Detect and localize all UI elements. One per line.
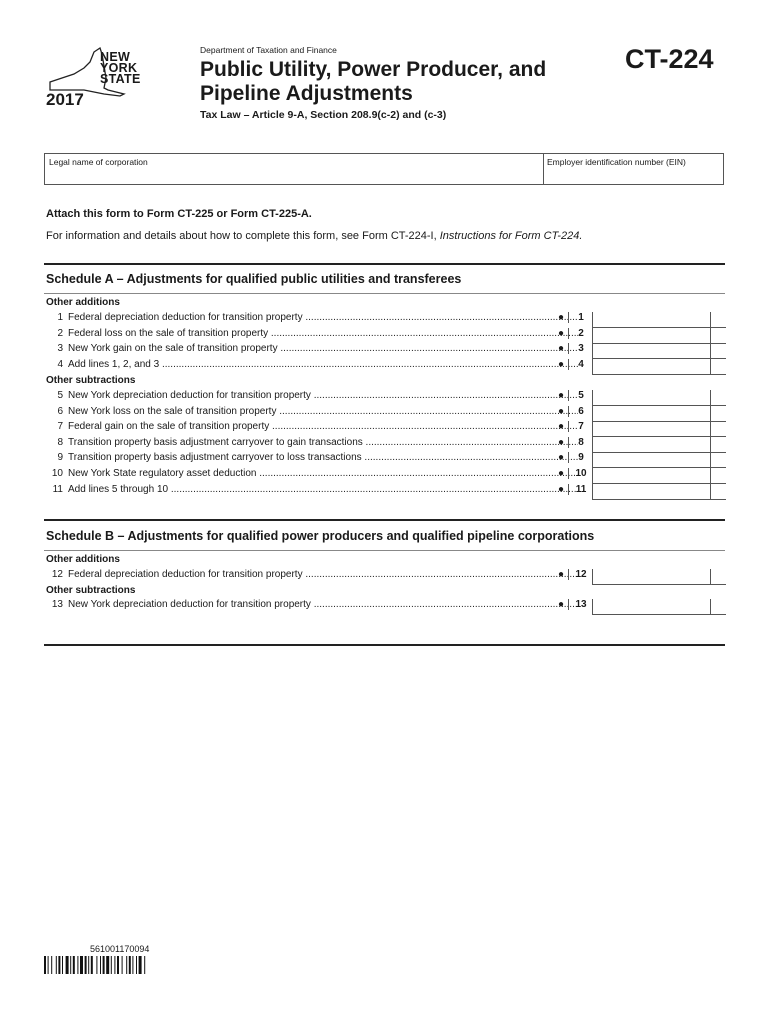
cents-field[interactable] xyxy=(710,437,726,453)
required-bullet-icon: ● xyxy=(557,343,565,355)
amount-field[interactable] xyxy=(592,452,711,468)
required-bullet-icon: ● xyxy=(557,436,565,448)
line-description: Transition property basis adjustment carryover to loss transactions ..... xyxy=(68,452,578,463)
line-number: 11 xyxy=(52,483,63,495)
form-line-5 xyxy=(44,390,725,406)
department-name: Department of Taxation and Finance xyxy=(200,45,337,55)
logo-wordmark xyxy=(100,52,141,85)
amount-field[interactable] xyxy=(592,484,711,500)
line-box-number: 1 xyxy=(568,312,593,323)
attach-instruction: Attach this form to Form CT-225 or Form CT-225-A. xyxy=(46,208,312,220)
line-box-number: 13 xyxy=(568,599,593,610)
amount-field[interactable] xyxy=(592,599,711,615)
barcode-number: 561001170094 xyxy=(90,944,150,954)
line-description: New York State regulatory asset deduction ..... xyxy=(68,468,578,479)
line-box-number: 3 xyxy=(568,343,593,354)
form-title xyxy=(200,58,600,106)
form-line-3 xyxy=(44,343,725,359)
line-description: Add lines 1, 2, and 3 ..... xyxy=(68,359,578,370)
line-box-number: 11 xyxy=(568,484,593,495)
schedule-a-subtractions-label: Other subtractions xyxy=(46,375,136,386)
schedule-a-header-rule xyxy=(44,293,725,294)
amount-field[interactable] xyxy=(592,328,711,344)
schedule-b-top-rule xyxy=(44,519,725,521)
schedule-b-bottom-rule xyxy=(44,644,725,646)
line-number: 4 xyxy=(57,358,63,370)
form-line-4 xyxy=(44,359,725,375)
line-box-number: 10 xyxy=(568,468,593,479)
info-instructions-link: Instructions for Form CT-224. xyxy=(439,230,583,242)
line-number: 8 xyxy=(57,436,63,448)
line-number: 3 xyxy=(57,343,63,355)
form-number: CT-224 xyxy=(625,44,714,74)
schedule-a-title: Schedule A – Adjustments for qualified public utilities and transferees xyxy=(46,272,462,286)
required-bullet-icon: ● xyxy=(557,312,565,323)
schedule-b-title: Schedule B – Adjustments for qualified power producers and qualified pipeline corporations xyxy=(46,529,595,543)
cents-field[interactable] xyxy=(710,343,726,359)
form-line-12 xyxy=(44,569,725,585)
amount-field[interactable] xyxy=(592,312,711,328)
cents-field[interactable] xyxy=(710,421,726,437)
line-number: 13 xyxy=(51,599,63,610)
required-bullet-icon: ● xyxy=(557,483,565,495)
line-description: New York depreciation deduction for transition property ..... xyxy=(68,390,578,401)
cents-field[interactable] xyxy=(710,569,726,585)
line-description: Federal loss on the sale of transition property ..... xyxy=(68,328,578,339)
form-line-7 xyxy=(44,421,725,437)
line-description: Federal depreciation deduction for transition property ..... xyxy=(68,312,578,323)
id-divider xyxy=(543,154,544,184)
cents-field[interactable] xyxy=(710,484,726,500)
cents-field[interactable] xyxy=(710,452,726,468)
cents-field[interactable] xyxy=(710,468,726,484)
identification-box xyxy=(44,153,724,185)
logo-line: YORK xyxy=(100,61,138,75)
form-line-11 xyxy=(44,484,725,500)
line-box-number: 12 xyxy=(568,569,593,580)
amount-field[interactable] xyxy=(592,406,711,422)
line-description: Federal depreciation deduction for transition property ..... xyxy=(68,569,578,580)
info-text: For information and details about how to complete this form, see Form CT-224-I, xyxy=(46,230,440,242)
barcode-icon xyxy=(44,956,194,974)
amount-field[interactable] xyxy=(592,569,711,585)
line-description: New York depreciation deduction for transition property ..... xyxy=(68,599,578,610)
required-bullet-icon: ● xyxy=(557,468,565,479)
form-line-1 xyxy=(44,312,725,328)
required-bullet-icon: ● xyxy=(557,358,565,370)
required-bullet-icon: ● xyxy=(557,569,565,580)
required-bullet-icon: ● xyxy=(557,327,565,339)
line-number: 1 xyxy=(57,312,63,323)
line-box-number: 2 xyxy=(568,328,593,339)
line-number: 6 xyxy=(57,405,63,417)
info-instruction xyxy=(46,230,582,242)
cents-field[interactable] xyxy=(710,390,726,406)
form-title-line1: Public Utility, Power Producer, and xyxy=(200,58,547,81)
logo-line: STATE xyxy=(100,72,141,86)
line-box-number: 9 xyxy=(568,452,593,463)
line-number: 5 xyxy=(57,390,63,401)
amount-field[interactable] xyxy=(592,468,711,484)
line-box-number: 6 xyxy=(568,406,593,417)
line-number: 12 xyxy=(51,569,63,580)
cents-field[interactable] xyxy=(710,599,726,615)
amount-field[interactable] xyxy=(592,421,711,437)
schedule-b-additions-label: Other additions xyxy=(46,554,120,565)
form-year: 2017 xyxy=(46,90,84,109)
legal-name-label: Legal name of corporation xyxy=(49,157,148,167)
line-number: 10 xyxy=(51,468,63,479)
schedule-b-header-rule xyxy=(44,550,725,551)
form-line-9 xyxy=(44,452,725,468)
line-number: 9 xyxy=(57,452,63,464)
line-box-number: 5 xyxy=(568,390,593,401)
line-description: New York loss on the sale of transition property ..... xyxy=(68,406,578,417)
form-subtitle: Tax Law – Article 9-A, Section 208.9(c-2) and (c-3) xyxy=(200,109,447,121)
form-line-13 xyxy=(44,599,725,615)
cents-field[interactable] xyxy=(710,359,726,375)
line-description: Federal gain on the sale of transition property ..... xyxy=(68,421,578,432)
required-bullet-icon: ● xyxy=(557,421,565,433)
line-box-number: 7 xyxy=(568,421,593,432)
cents-field[interactable] xyxy=(710,406,726,422)
nys-logo xyxy=(44,44,154,112)
form-line-2 xyxy=(44,328,725,344)
line-number: 2 xyxy=(57,327,63,339)
line-box-number: 8 xyxy=(568,437,593,448)
line-number: 7 xyxy=(57,421,63,433)
cents-field[interactable] xyxy=(710,328,726,344)
form-line-8 xyxy=(44,437,725,453)
logo-line: NEW xyxy=(100,50,131,64)
required-bullet-icon: ● xyxy=(557,405,565,417)
form-line-6 xyxy=(44,406,725,422)
schedule-a-top-rule xyxy=(44,263,725,265)
cents-field[interactable] xyxy=(710,312,726,328)
schedule-a-additions-label: Other additions xyxy=(46,297,120,308)
line-description: Add lines 5 through 10 ..... xyxy=(68,484,578,495)
amount-field[interactable] xyxy=(592,390,711,406)
form-title-line2: Pipeline Adjustments xyxy=(200,82,413,105)
line-box-number: 4 xyxy=(568,359,593,370)
required-bullet-icon: ● xyxy=(557,452,565,464)
required-bullet-icon: ● xyxy=(557,599,565,610)
form-line-10 xyxy=(44,468,725,484)
amount-field[interactable] xyxy=(592,343,711,359)
line-description: New York gain on the sale of transition property ..... xyxy=(68,343,578,354)
schedule-b-subtractions-label: Other subtractions xyxy=(46,585,136,596)
line-description: Transition property basis adjustment carryover to gain transactions ..... xyxy=(68,437,578,448)
amount-field[interactable] xyxy=(592,437,711,453)
amount-field[interactable] xyxy=(592,359,711,375)
required-bullet-icon: ● xyxy=(557,390,565,401)
ein-label: Employer identification number (EIN) xyxy=(547,157,686,167)
